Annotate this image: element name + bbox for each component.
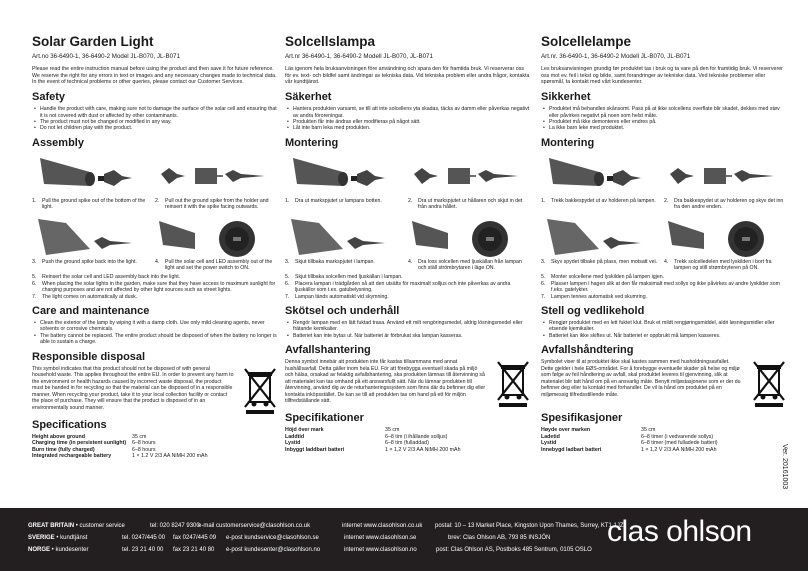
- assembly-step: [32, 215, 155, 272]
- care-item: • Batteriet kan inte bytas ut. När batteriet är förbrukat ska lampan kasseras.: [285, 333, 531, 339]
- step-number: 1.: [285, 197, 290, 204]
- disposal-heading: Avfallshantering: [285, 344, 371, 357]
- spec-row: [541, 447, 718, 454]
- safety-item: • Handle the product with care, making sure not to damage the surface of the solar cell and ensuring that it is not covered with dust or affected by other contaminants.: [32, 106, 278, 119]
- assembly-heading: Montering: [541, 136, 595, 149]
- assembly-step: [541, 154, 664, 211]
- step-text: Monter solcellene med lyskilden på lampen igjen.: [551, 274, 665, 281]
- step-number: 3.: [32, 258, 37, 265]
- spec-key: Burn time (fully charged): [32, 446, 95, 453]
- step-number: 6.: [541, 280, 546, 287]
- assembly-step: [541, 215, 664, 272]
- specifications-table: [285, 427, 461, 453]
- assembly-step: [32, 154, 155, 211]
- spec-key: Lystid: [285, 440, 301, 447]
- step-text: Skjut tillbaka solcellen med ljuskällan i lampan.: [295, 274, 403, 281]
- spec-value: 6–8 hours: [132, 440, 156, 447]
- assembly-row: [285, 154, 531, 211]
- assembly-illustration: [155, 215, 278, 259]
- step-number: 5.: [541, 274, 546, 281]
- step-text: Lampen tennes automatisk ved skumring.: [551, 293, 648, 300]
- footer-email[interactable]: e-post kundservice@clasohlson.se: [226, 535, 319, 541]
- safety-item: • Låt inte barn leka med produkten.: [285, 125, 531, 131]
- step-text: Dra bakkespydet ut av holderen og skyv det inn fra den andre enden.: [674, 197, 784, 211]
- care-list: [32, 320, 278, 346]
- step-number: 4.: [408, 258, 413, 265]
- step-text: Skjut tillbaka markspjutet i lampan.: [295, 258, 375, 265]
- spec-key: Charging time (in persistent sunlight): [32, 440, 127, 447]
- step-number: 2.: [408, 197, 413, 204]
- intro-text: Les bruksanvisningen grundig før produktet tas i bruk og ta vare på den for framtidig bruk. Vi reserverer oss mot ev. feil i tekst og bilde, samt forandringer av tekniske data. Ved tekniske problemer eller spørsmål, ta kontakt med vårt kundesenter.: [541, 66, 783, 86]
- assembly-illustration: [285, 215, 408, 259]
- spec-row: [285, 434, 461, 441]
- spec-value: 1 × 1.2 V 2/3 AA NiMH 200 mAh: [132, 453, 208, 460]
- step-number: 1.: [541, 197, 546, 204]
- assembly-illustration: [285, 154, 408, 198]
- product-title: Solcellslampa: [285, 34, 376, 49]
- assembly-step: [285, 154, 408, 211]
- care-item: • Batteriet kan ikke skiftes ut. Når batteriet er oppbrukt må lampen kasseres.: [541, 333, 787, 339]
- spec-row: [541, 440, 718, 447]
- step-number: 4.: [664, 258, 669, 265]
- assembly-step: [408, 215, 531, 272]
- step-number: 3.: [541, 258, 546, 265]
- assembly-illustration: [408, 215, 531, 259]
- step-text: When placing the solar lights in the garden, make sure that they have access to maximum sunlight for charging purposes and are not affected by other light sources such as street lights.: [42, 280, 276, 294]
- assembly-row: [285, 215, 531, 272]
- safety-item: • Do not let children play with the product.: [32, 125, 278, 131]
- step-text: Dra loss solcellen med ljuskällan från lampan och ställ strömbrytaren i läge ON.: [418, 258, 522, 271]
- language-column: [541, 34, 787, 454]
- footer-postal: brev: Clas Ohlson AB, 793 85 INSJÖN: [448, 535, 551, 541]
- clas-ohlson-logo: clas ohlson: [607, 515, 752, 548]
- assembly-step: [664, 215, 787, 272]
- assembly-heading: Assembly: [32, 136, 84, 149]
- footer-email[interactable]: e-mail customerservice@clasohlson.co.uk: [198, 523, 311, 529]
- step-text: Plasser lampen i hagen slik at den får maksimalt med sollys og ikke påvirkes av andre lyskilder som f.eks. gatelykter.: [551, 280, 780, 294]
- spec-row: [541, 434, 718, 441]
- assembly-illustration: [155, 154, 278, 198]
- spec-row: [285, 427, 461, 434]
- spec-value: 6–8 hours: [132, 446, 156, 453]
- spec-key: Inbyggt laddbart batteri: [285, 446, 345, 453]
- intro-text: Läs igenom hela bruksanvisningen före användning och spara den för framtida bruk. Vi reserverar oss för ev. text- och bildfel samt ändringar av tekniska data. Vid tekniska problem eller andra frågor, kontakta vår kundtjänst.: [285, 66, 530, 86]
- footer-service: customer service: [79, 523, 125, 529]
- footer-service: kundesenter: [55, 547, 89, 553]
- specifications-table: [541, 427, 718, 453]
- crossed-out-bin-icon: [751, 359, 787, 407]
- assembly-row: [32, 215, 278, 272]
- assembly-heading: Montering: [285, 136, 339, 149]
- footer-internet[interactable]: internet www.clasohlson.co.uk: [342, 523, 423, 529]
- safety-item: • Produktet må behandles skånsomt. Pass på at ikke solcellens overflate blir skadet, dekkes med støv eller påvirkes negativt på noen som helst måte.: [541, 106, 787, 119]
- spec-value: 35 cm: [385, 427, 400, 434]
- assembly-step: [155, 154, 278, 211]
- assembly-illustration: [408, 154, 531, 198]
- footer-country: NORGE: [28, 547, 51, 553]
- spec-key: Ladetid: [541, 433, 560, 440]
- spec-value: 6–8 tim (i ihållande solljus): [385, 433, 448, 440]
- spec-key: Höjd över mark: [285, 427, 324, 434]
- care-item: • Rengjør produktet med en lett fuktet klut. Bruk et mildt rengjøringsmiddel, aldri løsningsmidler eller etsende kjemikalier.: [541, 320, 787, 333]
- safety-heading: Säkerhet: [285, 91, 332, 104]
- safety-item: • The product must not be changed or modified in any way.: [32, 119, 278, 125]
- step-number: 5.: [285, 274, 290, 281]
- footer-row-no: NORGE • kundesenter tel. 23 21 40 00 fax 23 21 40 80 e-post kundesenter@clasohlson.no internet www.clasohlson.no post: Clas Ohlson AS, Postboks 485 Sentrum, 0105 OSLO: [28, 547, 592, 553]
- safety-item: • Produktet må ikke demonteres eller endres på.: [541, 119, 787, 125]
- specifications-heading: Spesifikasjoner: [541, 412, 623, 425]
- safety-list: [285, 106, 531, 132]
- step-item: [285, 294, 531, 300]
- intro-text: Please read the entire instruction manual before using the product and then save it for future reference. We reserve the right for any errors in text or images and any necessary changes made to technical data. In the event of technical problems or other queries, please contact our Customer Services.: [32, 66, 277, 86]
- spec-row: [32, 453, 208, 460]
- assembly-step: [285, 215, 408, 272]
- spec-row: [285, 440, 461, 447]
- spec-value: 6–8 timer (i vedvarende sollys): [641, 433, 714, 440]
- step-text: Trekk solcelledelen med lyskilden i bort fra lampen og still strømbryteren på ON.: [674, 258, 772, 271]
- step-number: 7.: [32, 293, 37, 300]
- care-item: • Rengör lampan med en lätt fuktad trasa. Använd ett milt rengöringsmedel, aldrig lösningsmedel eller frätande kemikalier.: [285, 320, 531, 333]
- assembly-illustration: [541, 215, 664, 259]
- safety-item: • Hantera produkten varsamt, se till att inte solcellens yta skadas, täcks av damm eller påverkas negativt av andra föroreningar.: [285, 106, 531, 119]
- care-list: [541, 320, 787, 339]
- step-text: Dra ut markspjutet ur hållaren och skjut in det från andra hållet.: [418, 197, 523, 211]
- footer-tel: tel. 0247/445 00: [122, 535, 166, 541]
- footer-fax: fax 23 21 40 80: [173, 547, 215, 553]
- spec-value: 35 cm: [132, 433, 147, 440]
- spec-value: 35 cm: [641, 427, 656, 434]
- step-text: Reinsert the solar cell and LED assembly back into the light.: [42, 274, 181, 281]
- spec-value: 6–8 tim (fulladdad): [385, 440, 429, 447]
- footer-tel: tel. 23 21 40 00: [122, 547, 164, 553]
- step-number: 2.: [155, 197, 160, 204]
- care-item: • The battery cannot be replaced. The entire product should be disposed of when the battery no longer is able to sustain a charge.: [32, 333, 278, 346]
- footer-row-gb: GREAT BRITAIN • customer service tel: 020 8247 9300 e-mail customerservice@clasohlson.co.uk internet www.clasohlson.co.uk postal: 10 – 13 Market Place, Kingston Upon Thames, Surrey, KT1 1JZ: [28, 523, 624, 529]
- spec-row: [285, 447, 461, 454]
- disposal-text: Denna symbol innebär att produkten inte får kastas tillsammans med annat hushållsavfall. Detta gäller inom hela EU. För att förebygga eventuell skada på miljö och hälsa, orsakad av felaktig avfallshantering, ska produkten lämnas till återvinning så att materialet kan tas omhand på ett ansvarsfullt sätt. När du lämnar produkten till återvinning, använd dig av de returhanteringssystem som finns där du befinner dig eller kontakta inköpsstället. De kan se till att produkten tas om hand på ett för miljön tillfredställande sätt.: [285, 359, 486, 405]
- step-number: 2.: [664, 197, 669, 204]
- disposal-heading: Responsible disposal: [32, 350, 146, 363]
- specifications-table: [32, 434, 208, 460]
- spec-key: Height above ground: [32, 433, 85, 440]
- assembly-illustration: [32, 154, 155, 198]
- language-column: [285, 34, 531, 454]
- disposal-heading: Avfallshåndtering: [541, 344, 634, 357]
- spec-key: Høyde over marken: [541, 427, 591, 434]
- step-number: 6.: [285, 280, 290, 287]
- assembly-illustration: [541, 154, 664, 198]
- article-number: Art.nr 36-6490-1, 36-6490-2 Modell JL-B070, JL-B071: [285, 53, 433, 60]
- spec-key: Laddtid: [285, 433, 305, 440]
- step-item: [541, 281, 787, 294]
- safety-list: [32, 106, 278, 132]
- step-number: 1.: [32, 197, 37, 204]
- spec-row: [32, 440, 208, 447]
- spec-value: 1 × 1,2 V 2/3 AA NiMH 200 mAh: [385, 446, 461, 453]
- assembly-step: [664, 154, 787, 211]
- disposal-text: Symbolet viser til at produktet ikke skal kastes sammen med husholdningsavfallet. Dette gjelder i hele EØS-området. For å forebygge eventuelle skader på helse og miljø som følge av feil håndtering av avfall, skal produktet leveres til gjenvinning, slik at materialet blir tatt hånd om på en ansvarlig måte. Benytt miljøstasjonene som er der du befinner deg eller ta kontakt med forhandler. De vil ta hånd om produktet på en miljømessig tilfredsstillende måte.: [541, 359, 741, 398]
- footer-tel: tel: 020 8247 9300: [150, 523, 200, 529]
- step-number: 7.: [541, 293, 546, 300]
- step-text: Pull the ground spike out of the bottom of the light.: [42, 197, 146, 211]
- article-number: Art.no 36-6490-1, 36-6490-2 Model JL-B070, JL-B071: [32, 53, 180, 60]
- footer-postal: post: Clas Ohlson AS, Postboks 485 Sentrum, 0105 OSLO: [436, 547, 592, 553]
- crossed-out-bin-icon: [242, 366, 278, 414]
- product-title: Solcellelampe: [541, 34, 632, 49]
- care-heading: Care and maintenance: [32, 304, 150, 317]
- care-list: [285, 320, 531, 339]
- step-item: [32, 294, 278, 300]
- step-text: Pull the solar cell and LED assembly out of the light and set the power switch to ON.: [165, 258, 273, 271]
- spec-key: Innebygd ladbart batteri: [541, 446, 602, 453]
- assembly-illustration: [32, 215, 155, 259]
- step-number: 6.: [32, 280, 37, 287]
- step-text: Skyv spydet tilbake på plass, men motsatt vei.: [551, 258, 658, 265]
- step-number: 7.: [285, 293, 290, 300]
- spec-row: [32, 447, 208, 454]
- assembly-illustration: [664, 215, 787, 259]
- safety-heading: Safety: [32, 91, 66, 104]
- assembly-step: [155, 215, 278, 272]
- footer-service: kundtjänst: [60, 535, 88, 541]
- article-number: Art.nr. 36-6490-1, 36-6490-2 Modell JL-B070, JL-B071: [541, 53, 691, 60]
- footer-country: SVERIGE: [28, 535, 55, 541]
- footer-email[interactable]: e-post kundesenter@clasohlson.no: [226, 547, 321, 553]
- step-text: Lampan tänds automatiskt vid skymning.: [295, 293, 389, 300]
- spec-row: [32, 434, 208, 441]
- care-item: • Clean the exterior of the lamp by wiping it with a damp cloth. Use only mild cleaning agents, never solvents or corrosive chemicals.: [32, 320, 278, 333]
- footer-country: GREAT BRITAIN: [28, 523, 75, 529]
- language-column: [32, 34, 278, 460]
- specifications-heading: Specifications: [32, 418, 107, 431]
- assembly-illustration: [664, 154, 787, 198]
- step-number: 4.: [155, 258, 160, 265]
- spec-value: 6–8 timer (med fulladede batteri): [641, 440, 718, 447]
- footer-fax: fax 0247/445 09: [173, 535, 217, 541]
- footer-postal: postal: 10 – 13 Market Place, Kingston Upon Thames, Surrey, KT1 1JZ: [435, 523, 624, 529]
- spec-key: Integrated rechargeable battery: [32, 453, 112, 460]
- disposal-text: This symbol indicates that this product should not be disposed of with general household waste. This applies throughout the entire EU. In order to prevent any harm to the environment or health hazards caused by incorrect waste disposal, the product must be handed in for recycling so that the material can be disposed of in a responsible manner. When recycling your product, take it to your local collection facility or contact the place of purchase. They will ensure that the product is disposed of in an environmentally sound manner.: [32, 365, 234, 411]
- specifications-heading: Specifikationer: [285, 412, 364, 425]
- safety-list: [541, 106, 787, 132]
- step-item: [541, 294, 787, 300]
- step-text: Push the ground spike back into the light.: [42, 258, 137, 265]
- step-item: [32, 281, 278, 294]
- spec-row: [541, 427, 718, 434]
- step-text: The light comes on automatically at dusk.: [42, 293, 138, 300]
- care-heading: Skötsel och underhåll: [285, 304, 400, 317]
- crossed-out-bin-icon: [495, 359, 531, 407]
- step-text: Dra ut markspjutet ur lampans botten.: [295, 197, 382, 204]
- footer-internet[interactable]: internet www.clasohlson.se: [344, 535, 417, 541]
- assembly-row: [541, 215, 787, 272]
- step-item: [285, 281, 531, 294]
- spec-value: 1 × 1,2 V 2/3 AA NiMH 200 mAh: [641, 446, 717, 453]
- assembly-steps-list: [32, 274, 278, 300]
- step-number: 3.: [285, 258, 290, 265]
- step-text: Pull out the ground spike from the holder and reinsert it with the spike facing outwards.: [165, 197, 269, 211]
- footer-row-se: SVERIGE • kundtjänst tel. 0247/445 00 fax 0247/445 09 e-post kundservice@clasohlson.se internet www.clasohlson.se brev: Clas Ohlson AB, 793 85 INSJÖN: [28, 535, 551, 541]
- safety-heading: Sikkerhet: [541, 91, 591, 104]
- spec-key: Lystid: [541, 440, 557, 447]
- step-text: Trekk bakkespydet ut av holderen på lampen.: [551, 197, 656, 204]
- assembly-steps-list: [541, 274, 787, 300]
- safety-item: • La ikke barn leke med produktet.: [541, 125, 787, 131]
- version-label: Ver. 20161003: [781, 444, 788, 490]
- assembly-row: [32, 154, 278, 211]
- assembly-row: [541, 154, 787, 211]
- care-heading: Stell og vedlikehold: [541, 304, 645, 317]
- product-title: Solar Garden Light: [32, 34, 154, 49]
- footer-internet[interactable]: internet www.clasohlson.no: [344, 547, 417, 553]
- assembly-step: [408, 154, 531, 211]
- assembly-steps-list: [285, 274, 531, 300]
- step-text: Placera lampan i trädgården så att den utsätts för maximalt solljus och inte påverkas av andra ljuskällor som t.ex. gatubelysning.: [295, 280, 511, 294]
- safety-item: • Produkten får inte ändras eller modifieras på något sätt.: [285, 119, 531, 125]
- step-number: 5.: [32, 274, 37, 281]
